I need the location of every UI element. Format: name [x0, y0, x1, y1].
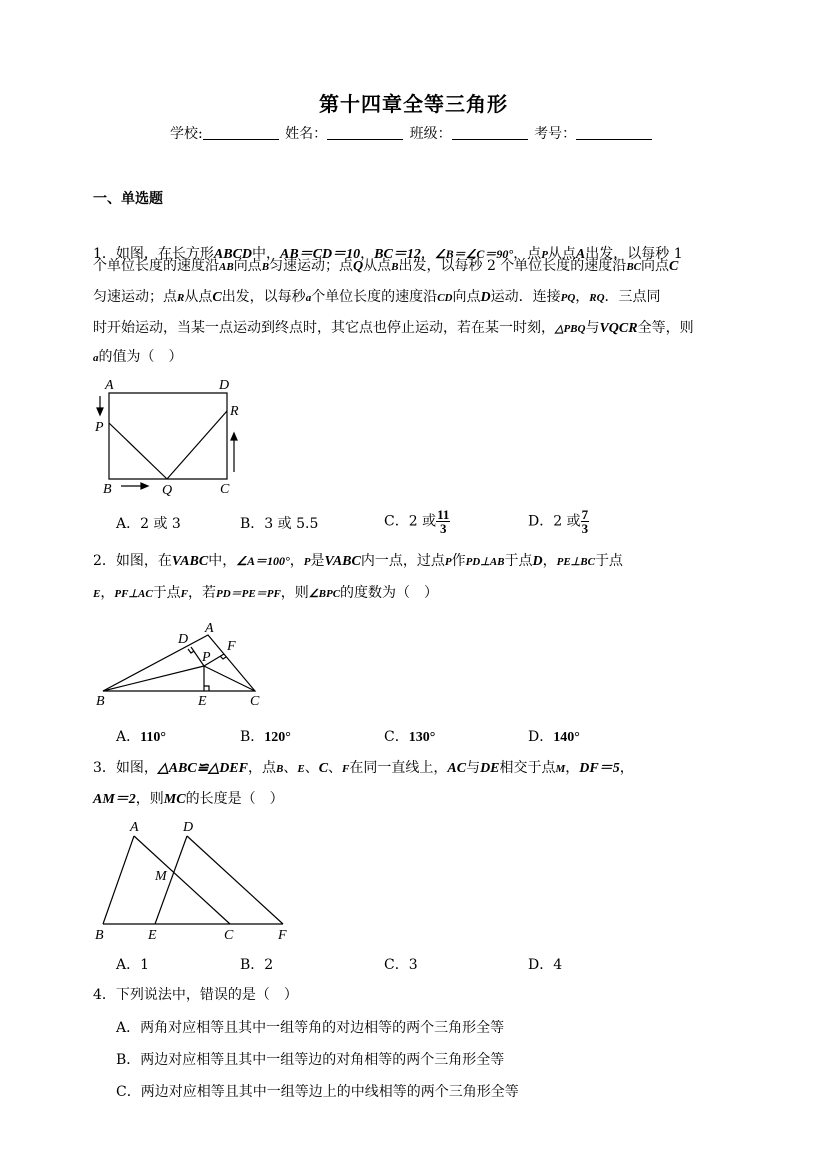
text: 3．如图， [93, 760, 158, 776]
math: VABC [171, 554, 209, 569]
school-blank[interactable] [203, 125, 279, 140]
arrow-down-icon [97, 396, 103, 415]
option-text: D．2 或 [528, 513, 581, 530]
math: PQ [560, 292, 576, 304]
math: B [276, 763, 284, 775]
label-p: P [202, 650, 211, 665]
text: 从点 [184, 289, 213, 305]
section-heading: 一、单选题 [93, 191, 163, 207]
option-value: 120° [264, 730, 291, 745]
option-prefix: D． [528, 729, 554, 745]
math: VABC [324, 554, 361, 569]
math: ∠BPC [308, 588, 341, 600]
q1-line-3 [93, 287, 661, 308]
segment-bp [103, 666, 204, 691]
exam-number-label: 考号： [534, 126, 577, 142]
text: ，点 [513, 246, 542, 262]
text: 从点 [547, 246, 576, 262]
q3-line-2 [93, 789, 284, 810]
text: ， [100, 585, 115, 601]
option-value: 130° [408, 730, 436, 745]
q3-congruent-triangles-figure [90, 812, 300, 947]
math: MC [163, 792, 186, 807]
text: 的值为（ ） [98, 349, 183, 365]
math: ∠A＝100° [236, 554, 290, 568]
label-d: D [178, 632, 189, 647]
math: Q [353, 259, 364, 274]
text: 1．如图，在长方形 [93, 246, 214, 262]
name-blank[interactable] [327, 125, 403, 140]
label-q: Q [162, 483, 173, 498]
text: 的长度是（ ） [185, 791, 284, 807]
label-r: R [230, 404, 239, 419]
text: ，则 [135, 791, 164, 807]
text: 、 [283, 760, 298, 776]
label-c: C [250, 694, 260, 709]
math: R [177, 292, 185, 304]
text: 与 [585, 320, 600, 336]
math: AM＝2 [93, 792, 136, 807]
math: AB [219, 261, 234, 273]
math: RQ [589, 292, 605, 304]
math: C [318, 761, 329, 776]
segment-ab [103, 836, 134, 924]
text: 作 [451, 553, 466, 569]
name-label: 姓名： [285, 126, 328, 142]
denominator: 3 [439, 521, 447, 536]
q1-option-a[interactable]: A．2 或 3 [116, 516, 181, 532]
math: C [212, 290, 222, 305]
text: ， [420, 246, 435, 262]
text: 2．如图，在 [93, 553, 172, 569]
text: 相交于点 [499, 760, 556, 776]
option-value: 110° [140, 730, 166, 745]
q3-line-1 [93, 758, 634, 779]
q2-option-b[interactable] [240, 726, 291, 746]
text: 中， [208, 553, 237, 569]
text: 个单位长度的速度沿 [311, 289, 438, 305]
text: 从点 [363, 258, 392, 274]
q2-option-c[interactable] [384, 726, 435, 746]
math: PD＝PE＝PF [216, 588, 281, 600]
arrow-right-icon [121, 483, 148, 489]
q3-option-d[interactable]: D．4 [528, 957, 563, 973]
label-a: A [105, 378, 114, 393]
text: 、 [304, 760, 319, 776]
text: 的度数为（ ） [340, 585, 439, 601]
q2-line-2 [93, 583, 438, 604]
text: 匀速运动；点 [269, 258, 354, 274]
text: 个单位长度的速度沿 [93, 258, 219, 274]
text: 、 [328, 760, 343, 776]
segment-pq [109, 423, 167, 479]
q4-stem: 4．下列说法中，错误的是（ ） [93, 987, 298, 1003]
denominator: 3 [581, 521, 589, 536]
math: PD⊥AB [465, 556, 505, 568]
text: 出发，以每秒 1 [585, 246, 683, 262]
q1-option-c[interactable] [384, 508, 450, 535]
fraction [436, 508, 450, 535]
math: ∠B＝∠C＝90° [434, 247, 514, 261]
segment-rq [167, 411, 227, 479]
page-title: 第十四章全等三角形 [319, 92, 508, 116]
math: ABCD [213, 247, 253, 262]
text: ， [565, 760, 580, 776]
label-b: B [95, 928, 104, 943]
q1-option-b[interactable]: B．3 或 5.5 [240, 516, 319, 532]
text: ，若 [188, 585, 216, 601]
math: E [297, 763, 305, 775]
math: PE⊥BC [556, 556, 595, 568]
math: E [93, 588, 101, 600]
q3-option-b[interactable]: B．2 [240, 957, 274, 973]
text: ， [575, 289, 590, 305]
text: 匀速运动；点 [93, 289, 177, 305]
label-f: F [227, 639, 236, 654]
label-a: A [205, 621, 214, 636]
text: ， [360, 246, 375, 262]
label-e: E [148, 928, 157, 943]
math: D [480, 290, 491, 305]
math: B [261, 261, 270, 273]
text: ， [289, 553, 304, 569]
math: a [93, 352, 99, 364]
segment-df [187, 836, 283, 924]
text: 于点 [152, 585, 181, 601]
right-angle-mark-f [220, 656, 226, 659]
segment-cp [204, 666, 255, 691]
math: P [303, 556, 311, 568]
q4-option-c[interactable]: C．两边对应相等且其中一组等边上的中线相等的两个三角形全等 [116, 1084, 519, 1100]
arrow-up-icon [231, 433, 237, 472]
math: DE [480, 761, 500, 776]
text: ．三点同 [604, 289, 661, 305]
math: P [444, 556, 452, 568]
text: 出发，以每秒 [221, 289, 306, 305]
label-a: A [130, 820, 139, 835]
q1-line-5 [93, 347, 183, 368]
text: 与 [466, 760, 481, 776]
q4-option-a[interactable]: A．两角对应相等且其中一组等角的对边相等的两个三角形全等 [116, 1020, 505, 1036]
text: 运动．连接 [490, 289, 561, 305]
q3-option-a[interactable]: A．1 [116, 957, 150, 973]
q1-rectangle-figure [85, 372, 285, 502]
math: AC [447, 761, 467, 776]
q1-option-d[interactable] [528, 508, 589, 535]
math: AB＝CD＝10 [280, 247, 361, 262]
text: ，则 [280, 585, 309, 601]
text: 于点 [594, 553, 623, 569]
math: a [305, 292, 312, 304]
math: VQCR [599, 321, 638, 336]
option-prefix: C． [384, 729, 409, 745]
option-prefix: A． [116, 729, 141, 745]
text: ，点 [248, 760, 276, 776]
math: P [541, 249, 548, 261]
text: 是 [310, 553, 325, 569]
math: M [555, 763, 566, 775]
label-p: P [95, 420, 104, 435]
numerator: 7 [581, 507, 589, 522]
label-d: D [183, 820, 194, 835]
math: BC＝12 [374, 247, 421, 262]
label-f: F [278, 928, 287, 943]
math: A [575, 247, 586, 262]
math: DF＝5 [579, 761, 620, 776]
text: ， [619, 760, 634, 776]
q2-option-d[interactable] [528, 726, 580, 746]
math: F [180, 588, 188, 600]
text: 向点 [641, 258, 669, 274]
text: 中， [252, 246, 281, 262]
option-text: C．2 或 [384, 513, 437, 530]
q4-option-b[interactable]: B．两边对应相等且其中一组等边的对角相等的两个三角形全等 [116, 1052, 505, 1068]
option-prefix: B． [240, 729, 265, 745]
right-angle-mark-e [204, 686, 209, 691]
math: BC [626, 261, 641, 273]
q3-option-c[interactable]: C．3 [384, 957, 418, 973]
label-d: D [219, 378, 230, 393]
text: 于点 [504, 553, 533, 569]
math: PF⊥AC [114, 588, 153, 600]
text: 时开始运动，当某一点运动到终点时，其它点也停止运动，若在某一时刻， [93, 320, 555, 336]
text: 全等，则 [637, 320, 694, 336]
q2-triangle-figure [90, 615, 280, 710]
text: 出发，以每秒 2 个单位长度的速度沿 [398, 258, 627, 274]
math: D [532, 554, 543, 569]
school-label: 学校: [170, 126, 203, 142]
exam-number-blank[interactable] [576, 125, 652, 140]
math: △PBQ [555, 323, 586, 335]
label-e: E [198, 694, 207, 709]
fraction [581, 508, 590, 535]
text: 向点 [452, 289, 481, 305]
text: 在同一直线上， [349, 760, 448, 776]
class-label: 班级： [409, 126, 452, 142]
rectangle-abcd [109, 393, 227, 479]
q1-line-2-content [93, 256, 678, 277]
label-m: M [155, 869, 167, 884]
math: F [342, 763, 350, 775]
label-c: C [224, 928, 234, 943]
text: ， [542, 553, 557, 569]
label-b: B [96, 694, 105, 709]
math: C [669, 259, 679, 274]
q2-line-1 [93, 551, 623, 572]
student-info-row [170, 123, 654, 143]
math: △ABC≌△DEF [157, 761, 248, 776]
q2-option-a[interactable] [116, 726, 166, 746]
option-value: 140° [553, 730, 580, 745]
text: 向点 [233, 258, 262, 274]
label-b: B [103, 482, 112, 497]
math: CD [437, 292, 453, 304]
text: 内一点，过点 [360, 553, 445, 569]
numerator: 11 [437, 507, 450, 522]
math: B [391, 261, 399, 273]
label-c: C [220, 482, 230, 497]
class-blank[interactable] [452, 125, 528, 140]
q1-line-4 [93, 318, 694, 339]
